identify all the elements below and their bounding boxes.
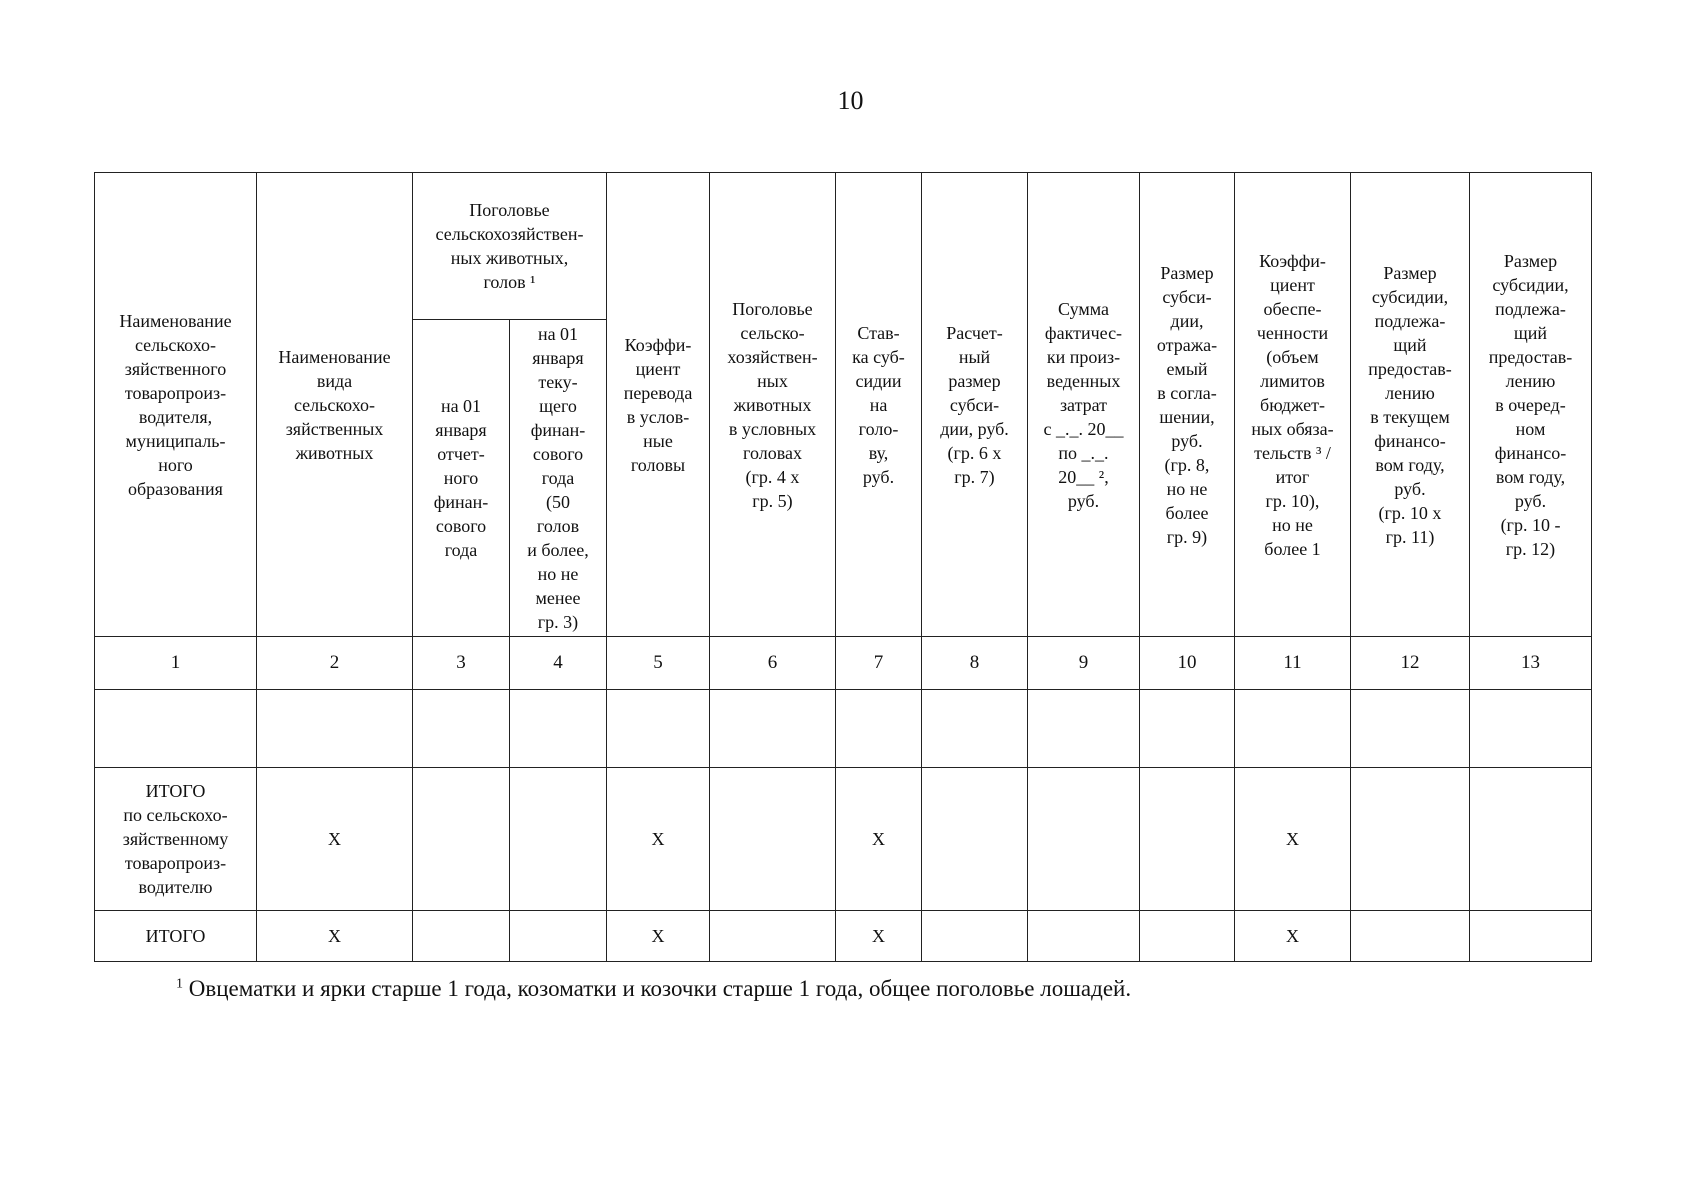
header-livestock-reporting-year: на 01 января отчет- ного финан- сового года (413, 320, 510, 637)
total-cell: Х (607, 768, 710, 911)
grand-total-cell: Х (257, 911, 413, 962)
grand-total-cell (1351, 911, 1470, 962)
column-number-row (95, 637, 1592, 690)
data-cell (1140, 690, 1235, 768)
column-number: 5 (607, 637, 710, 690)
data-cell (710, 690, 836, 768)
data-cell (1028, 690, 1140, 768)
total-cell: Х (836, 768, 922, 911)
column-number: 10 (1140, 637, 1235, 690)
data-cell (1470, 690, 1592, 768)
grand-total-cell (1140, 911, 1235, 962)
subsidy-calculation-table (94, 172, 1592, 962)
column-number: 13 (1470, 637, 1592, 690)
grand-total-cell (1028, 911, 1140, 962)
data-cell (413, 690, 510, 768)
grand-total-cell (413, 911, 510, 962)
total-cell (1470, 768, 1592, 911)
grand-total-cell (710, 911, 836, 962)
data-cell (510, 690, 607, 768)
total-cell (1140, 768, 1235, 911)
data-cell (1351, 690, 1470, 768)
header-row (95, 173, 1592, 320)
column-number: 6 (710, 637, 836, 690)
column-number: 3 (413, 637, 510, 690)
grand-total-cell (922, 911, 1028, 962)
header-animal-type: Наименование вида сельскохо- зяйственных животных (257, 173, 413, 637)
data-cell (836, 690, 922, 768)
header-actual-costs: Сумма фактичес- ки произ- веденных затрат с _._. 20__ по _._. 20__ ², руб. (1028, 173, 1140, 637)
total-cell (1028, 768, 1140, 911)
total-cell (510, 768, 607, 911)
data-cell (1235, 690, 1351, 768)
header-conversion-coefficient: Коэффи- циент перевода в услов- ные головы (607, 173, 710, 637)
data-cell (257, 690, 413, 768)
total-cell: Х (257, 768, 413, 911)
column-number: 2 (257, 637, 413, 690)
column-number: 4 (510, 637, 607, 690)
total-cell (1351, 768, 1470, 911)
grand-total-cell (510, 911, 607, 962)
data-cell (922, 690, 1028, 768)
data-entry-row (95, 690, 1592, 768)
data-cell (95, 690, 257, 768)
footnote-mark: 1 (176, 976, 183, 992)
footnote-text: Овцематки и ярки старше 1 года, козоматки и козочки старше 1 года, общее поголовье лошадей. (183, 976, 1132, 1001)
column-number: 1 (95, 637, 257, 690)
grand-total-cell (1470, 911, 1592, 962)
grand-total-cell: Х (1235, 911, 1351, 962)
column-number: 8 (922, 637, 1028, 690)
total-by-producer-row (95, 768, 1592, 911)
header-producer-name: Наименование сельскохо- зяйственного товаропроиз- водителя, муниципаль- ного образования (95, 173, 257, 637)
column-number: 12 (1351, 637, 1470, 690)
page-number: 10 (837, 86, 864, 115)
header-livestock-group: Поголовье сельскохозяйствен- ных животных, голов ¹ (413, 173, 607, 320)
column-number: 7 (836, 637, 922, 690)
footnote (176, 976, 1131, 1002)
grand-total-cell: Х (836, 911, 922, 962)
header-livestock-conditional: Поголовье сельско- хозяйствен- ных животных в условных головах (гр. 4 х гр. 5) (710, 173, 836, 637)
column-number: 11 (1235, 637, 1351, 690)
data-cell (607, 690, 710, 768)
header-current-year-subsidy: Размер субсидии, подлежа- щий предостав- лению в текущем финансо- вом году, руб. (гр. 10 х гр. 11) (1351, 173, 1470, 637)
grand-total-label: ИТОГО (95, 911, 257, 962)
header-livestock-current-year: на 01 января теку- щего финан- сового года (50 голов и более, но не менее гр. 3) (510, 320, 607, 637)
header-calculated-subsidy: Расчет- ный размер субси- дии, руб. (гр. 6 х гр. 7) (922, 173, 1028, 637)
header-agreement-subsidy: Размер субси- дии, отража- емый в согла- шении, руб. (гр. 8, но не более гр. 9) (1140, 173, 1235, 637)
total-cell (413, 768, 510, 911)
total-cell: Х (1235, 768, 1351, 911)
header-next-year-subsidy: Размер субсидии, подлежа- щий предостав- лению в очеред- ном финансо- вом году, руб. (гр. 10 - гр. 12) (1470, 173, 1592, 637)
grand-total-row (95, 911, 1592, 962)
header-coverage-coefficient: Коэффи- циент обеспе- ченности (объем лимитов бюджет- ных обяза- тельств ³ / итог гр. 10), но не более 1 (1235, 173, 1351, 637)
grand-total-cell: Х (607, 911, 710, 962)
total-cell (922, 768, 1028, 911)
header-subsidy-rate: Став- ка суб- сидии на голо- ву, руб. (836, 173, 922, 637)
column-number: 9 (1028, 637, 1140, 690)
total-cell (710, 768, 836, 911)
total-by-producer-label: ИТОГО по сельскохо- зяйственному товаропроиз- водителю (95, 768, 257, 911)
